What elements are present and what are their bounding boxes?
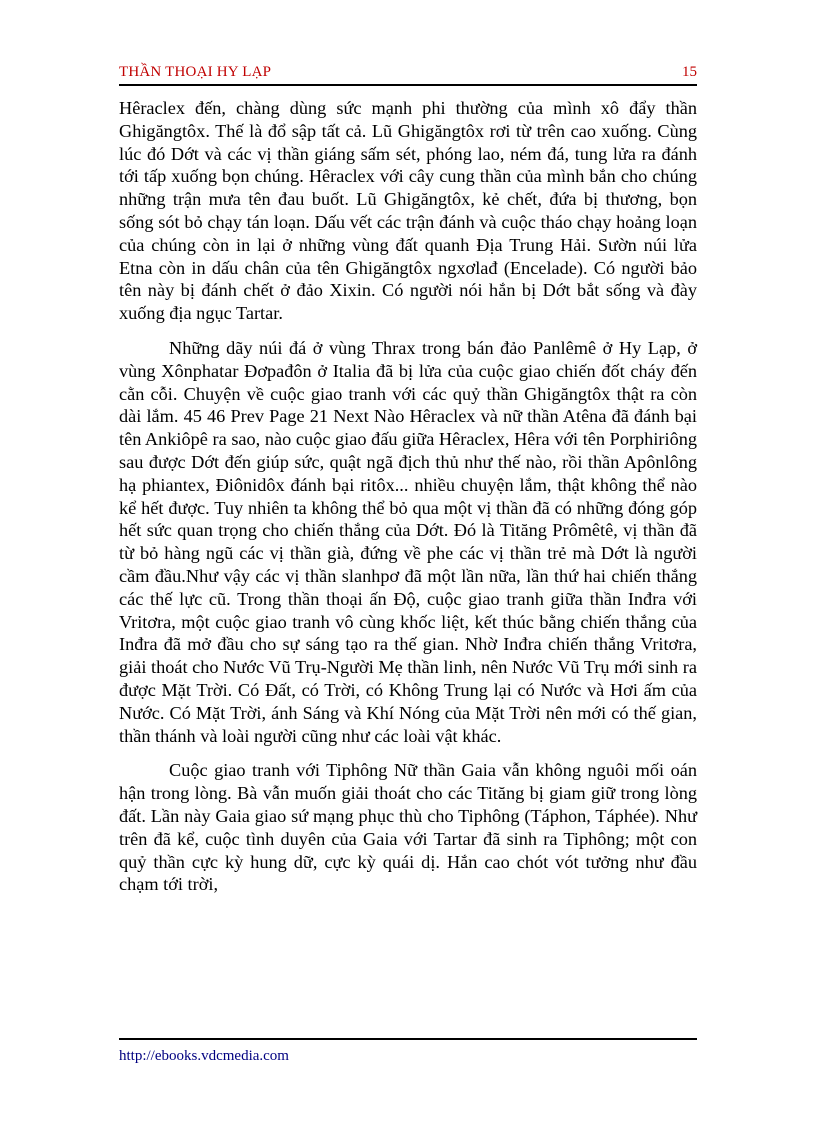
paragraph-1: Hêraclex đến, chàng dùng sức mạnh phi thường của mình xô đẩy thần Ghigăngtôx. Thế là đổ sập tất cả. Lũ Ghigăngtôx rơi từ trên cao xuống. Cùng lúc đó Dớt và các vị thần giáng sấm sét, phóng lao, ném đá, tung lửa ra đánh tới tấp xuống bọn chúng. Hêraclex với cây cung thần của mình bắn cho chúng những trận mưa tên đau buốt. Lũ Ghigăngtôx, kẻ chết, đứa bị thương, bọn sống sót bỏ chạy tán loạn. Dấu vết các trận đánh và cuộc tháo chạy hoảng loạn của chúng còn in lại ở những vùng đất quanh Địa Trung Hải. Sườn núi lửa Etna còn in dấu chân của tên Ghigăngtôx ngxơlađ (Encelade). Có người bảo tên này bị đánh chết ở đảo Xixin. Có người nói hắn bị Dớt bắt sống và đày xuống địa ngục Tartar.	[119, 98, 697, 324]
footer-url-link[interactable]: http://ebooks.vdcmedia.com	[119, 1048, 289, 1064]
paragraph-2: Những dãy núi đá ở vùng Thrax trong bán đảo Panlêmê ở Hy Lạp, ở vùng Xônphatar Đơpađôn ở Italia đã bị lửa của cuộc giao chiến đốt cháy đến cằn cỗi. Chuyện về cuộc giao tranh với các quỷ thần Ghigăngtôx thật ra còn dài lắm. 45 46 Prev Page 21 Next Nào Hêraclex và nữ thần Atêna đã đánh bại tên Ankiôpê ra sao, nào cuộc giao đấu giữa Hêraclex, Hêra với tên Porphiriông sau được Dớt đến giúp sức, quật ngã địch thủ như thế nào, rồi thần Apônlông hạ phiantex, Điônidôx đánh bại ritôx... nhiều chuyện lắm, thật không thể nào kể hết được. Tuy nhiên ta không thể bỏ qua một vị thần đã có những đóng góp hết sức quan trọng cho chiến thắng của Dớt. Đó là Tităng Prômêtê, vị thần đã từ bỏ hàng ngũ các vị thần già, đứng về phe các vị thần trẻ mà Dớt là người cầm đầu.Như vậy các vị thần slanhpơ đã một lần nữa, lần thứ hai chiến thắng các thế lực cũ. Trong thần thoại ấn Độ, cuộc giao tranh giữa thần Inđra với Vritơra, một cuộc giao tranh vô cùng khốc liệt, kết thúc bằng chiến thắng của Inđra đã mở đầu cho sự sáng tạo ra thế gian. Nhờ Inđra chiến thắng Vritơra, giải thoát cho Nước Vũ Trụ-Người Mẹ thần linh, nên Nước Vũ Trụ mới sinh ra được Mặt Trời. Có Đất, có Trời, có Không Trung lại có Nước và Hơi ấm của Nước. Có Mặt Trời, ánh Sáng và Khí Nóng của Mặt Trời nên mới có thế gian, thần thánh và loài người cũng như các loài vật khác.	[119, 337, 697, 746]
page-footer	[119, 1038, 697, 1065]
page-header	[119, 62, 697, 86]
book-title: THẦN THOẠI HY LẠP	[119, 64, 272, 80]
page-number: 15	[682, 64, 697, 80]
page-body	[119, 97, 697, 896]
paragraph-3: Cuộc giao tranh với Tiphông Nữ thần Gaia vẫn không nguôi mối oán hận trong lòng. Bà vẫn muốn giải thoát cho các Tităng bị giam giữ trong lòng đất. Lần này Gaia giao sứ mạng phục thù cho Tiphông (Táphon, Táphée). Như trên đã kể, cuộc tình duyên của Gaia với Tartar đã sinh ra Tiphông; một con quỷ thần cực kỳ hung dữ, cực kỳ quái dị. Hắn cao chót vót tưởng như đầu chạm tới trời,	[119, 760, 697, 895]
